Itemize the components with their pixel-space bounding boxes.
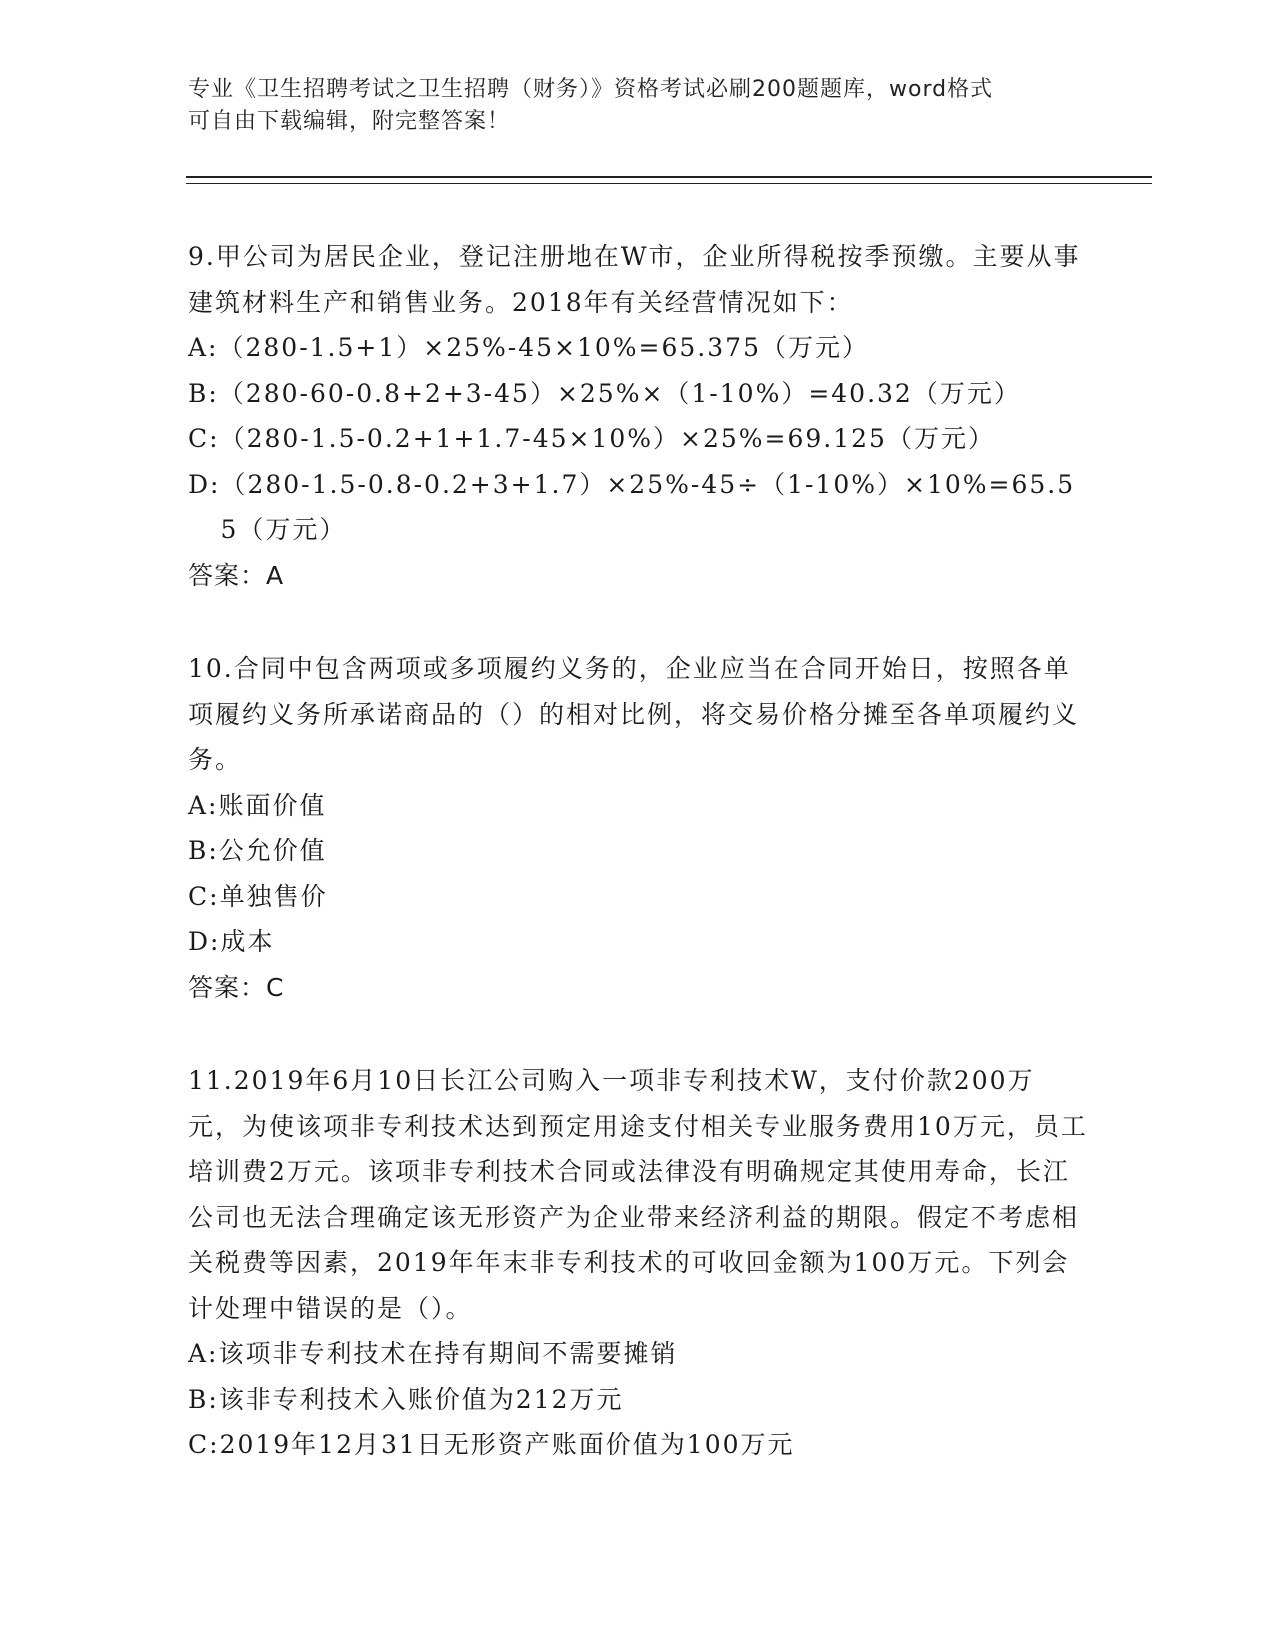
option-a [188, 325, 1088, 371]
option-letter: B: [188, 1384, 219, 1414]
header-line-2: 可自由下载编辑，附完整答案！ [188, 109, 511, 134]
option-text: （280-1.5+1）×25%-45×10%=65.375（万元） [218, 333, 869, 362]
option-a [188, 783, 1088, 829]
option-text: 公允价值 [218, 836, 327, 865]
question-text: 11.2019年6月10日长江公司购入一项非专利技术W，支付价款200万元，为使该项非专利技术达到预定用途支付相关专业服务费用10万元，员工培训费2万元。该项非专利技术合同或法律没有明确规定其使用寿命，长江公司也无法合理确定该无形资产为企业带来经济利益的期限。假定不考虑相关税费等因素，2019年年末非专利技术的可收回金额为100万元。下列会计处理中错误的是（）。 [188, 1066, 1088, 1323]
option-text: 成本 [220, 927, 275, 956]
option-text: 该非专利技术入账价值为212万元 [218, 1384, 624, 1414]
option-d [188, 462, 1088, 553]
question-9 [188, 234, 1088, 598]
option-letter: C: [188, 1430, 220, 1459]
option-text: 2019年12月31日无形资产账面价值为100万元 [219, 1430, 795, 1459]
option-c [188, 416, 1088, 462]
option-text: （280-60-0.8+2+3-45）×25%×（1-10%）=40.32（万元） [218, 378, 1021, 408]
option-c [188, 874, 1088, 920]
option-text: （280-1.5-0.2+1+1.7-45×10%）×25%=69.125（万元） [219, 424, 995, 453]
option-letter: C: [188, 424, 220, 453]
option-letter: A: [188, 790, 219, 820]
option-letter: C: [188, 881, 220, 911]
option-text: （280-1.5-0.8-0.2+3+1.7）×25%-45÷（1-10%）×10%=65.55（万元） [220, 469, 1076, 544]
option-d [188, 919, 1088, 965]
option-letter: D: [188, 469, 221, 499]
header-divider [186, 176, 1152, 184]
question-11 [188, 1058, 1088, 1468]
option-a [188, 1331, 1088, 1377]
question-text: 9.甲公司为居民企业，登记注册地在W市，企业所得税按季预缴。主要从事建筑材料生产和销售业务。2018年有关经营情况如下： [188, 242, 1081, 317]
option-letter: A: [188, 1339, 219, 1368]
question-text: 10.合同中包含两项或多项履约义务的，企业应当在合同开始日，按照各单项履约义务所承诺商品的（）的相对比例，将交易价格分摊至各单项履约义务。 [188, 654, 1080, 774]
answer-line: 答案：C [188, 972, 285, 1002]
option-letter: A: [188, 333, 219, 362]
header-line-1: 专业《卫生招聘考试之卫生招聘（财务）》资格考试必刷200题题库，word格式 [188, 77, 994, 102]
answer-line: 答案：A [188, 560, 285, 590]
option-letter: B: [188, 836, 219, 865]
page-header [188, 74, 1068, 138]
option-b [188, 1377, 1088, 1423]
option-text: 该项非专利技术在持有期间不需要摊销 [218, 1339, 678, 1368]
option-letter: D: [188, 927, 221, 956]
option-letter: B: [188, 378, 219, 408]
option-b [188, 371, 1088, 417]
option-text: 账面价值 [218, 790, 327, 820]
option-c [188, 1422, 1088, 1468]
option-text: 单独售价 [219, 881, 328, 911]
option-b [188, 828, 1088, 874]
question-10 [188, 646, 1088, 1010]
question-list [188, 234, 1088, 1516]
